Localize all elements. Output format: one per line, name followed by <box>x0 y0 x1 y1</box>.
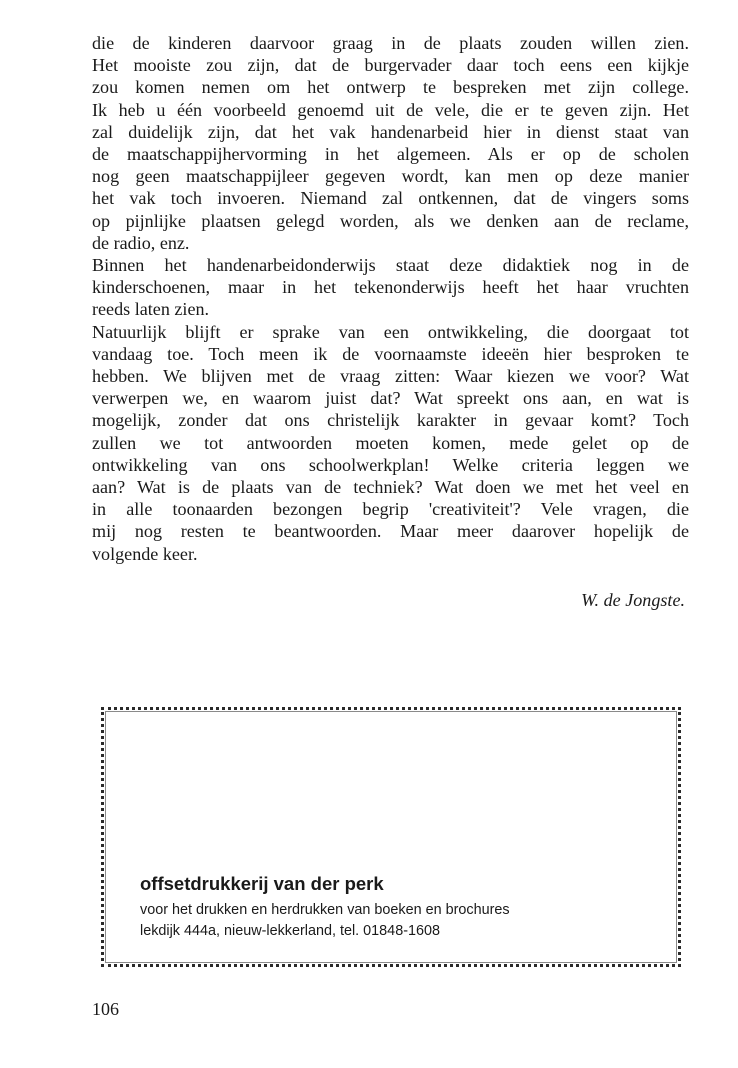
advertisement-title: offsetdrukkerij van der perk <box>140 873 384 894</box>
article-line: op pijnlijke plaatsen gelegd worden, als we denken aan de reclame, <box>92 210 689 231</box>
article-line: nog geen maatschappijleer gegeven wordt, kan men op deze manier <box>92 166 689 187</box>
page-number: 106 <box>92 999 119 1019</box>
article-line: vandaag toe. Toch meen ik de voornaamste ideeën hier besproken te <box>92 343 689 364</box>
author-signature: W. de Jongste. <box>581 589 685 610</box>
article-line: Binnen het handenarbeidonderwijs staat deze didaktiek nog in de <box>92 255 689 276</box>
article-body <box>92 32 689 611</box>
article-line: hebben. We blijven met de vraag zitten: Waar kiezen we voor? Wat <box>92 366 689 387</box>
article-line: zou komen nemen om het ontwerp te bespreken met zijn college. <box>92 77 689 98</box>
article-line: de radio, enz. <box>92 232 190 253</box>
article-line: mij nog resten te beantwoorden. Maar meer daarover hopelijk de <box>92 521 689 542</box>
article-line: de maatschappijhervorming in het algemeen. Als er op de scholen <box>92 144 689 165</box>
article-line: zullen we tot antwoorden moeten komen, mede gelet op de <box>92 432 689 453</box>
article-line: ontwikkeling van ons schoolwerkplan! Welke criteria leggen we <box>92 454 689 475</box>
article-line: kinderschoenen, maar in het tekenonderwijs heeft het haar vruchten <box>92 277 689 298</box>
advertisement-content <box>140 872 510 942</box>
article-line: die de kinderen daarvoor graag in de plaats zouden willen zien. <box>92 33 689 53</box>
advertisement-tagline: voor het drukken en herdrukken van boeken en brochures <box>140 902 510 918</box>
article-line: Ik heb u één voorbeeld genoemd uit de vele, die er te geven zijn. Het <box>92 99 689 120</box>
article-line: in alle toonaarden bezongen begrip 'creativiteit'? Vele vragen, die <box>92 499 689 520</box>
advertisement-address: lekdijk 444a, nieuw-lekkerland, tel. 01848-1608 <box>140 923 440 939</box>
article-line: zal duidelijk zijn, dat het vak handenarbeid hier in dienst staat van <box>92 121 689 142</box>
article-line: reeds laten zien. <box>92 299 210 320</box>
article-line: aan? Wat is de plaats van de techniek? Wat doen we met het veel en <box>92 477 689 498</box>
article-line: verwerpen we, en waarom juist dat? Wat spreekt ons aan, en wat is <box>92 388 689 409</box>
article-line: Het mooiste zou zijn, dat de burgervader daar toch eens een kijkje <box>92 55 689 76</box>
article-line: volgende keer. <box>92 543 198 564</box>
printer-advertisement <box>101 707 681 967</box>
article-line: het vak toch invoeren. Niemand zal ontkennen, dat de vingers soms <box>92 188 689 209</box>
article-line: mogelijk, zonder dat ons christelijk karakter in gevaar komt? Toch <box>92 410 689 431</box>
article-line: Natuurlijk blijft er sprake van een ontwikkeling, die doorgaat tot <box>92 321 689 342</box>
